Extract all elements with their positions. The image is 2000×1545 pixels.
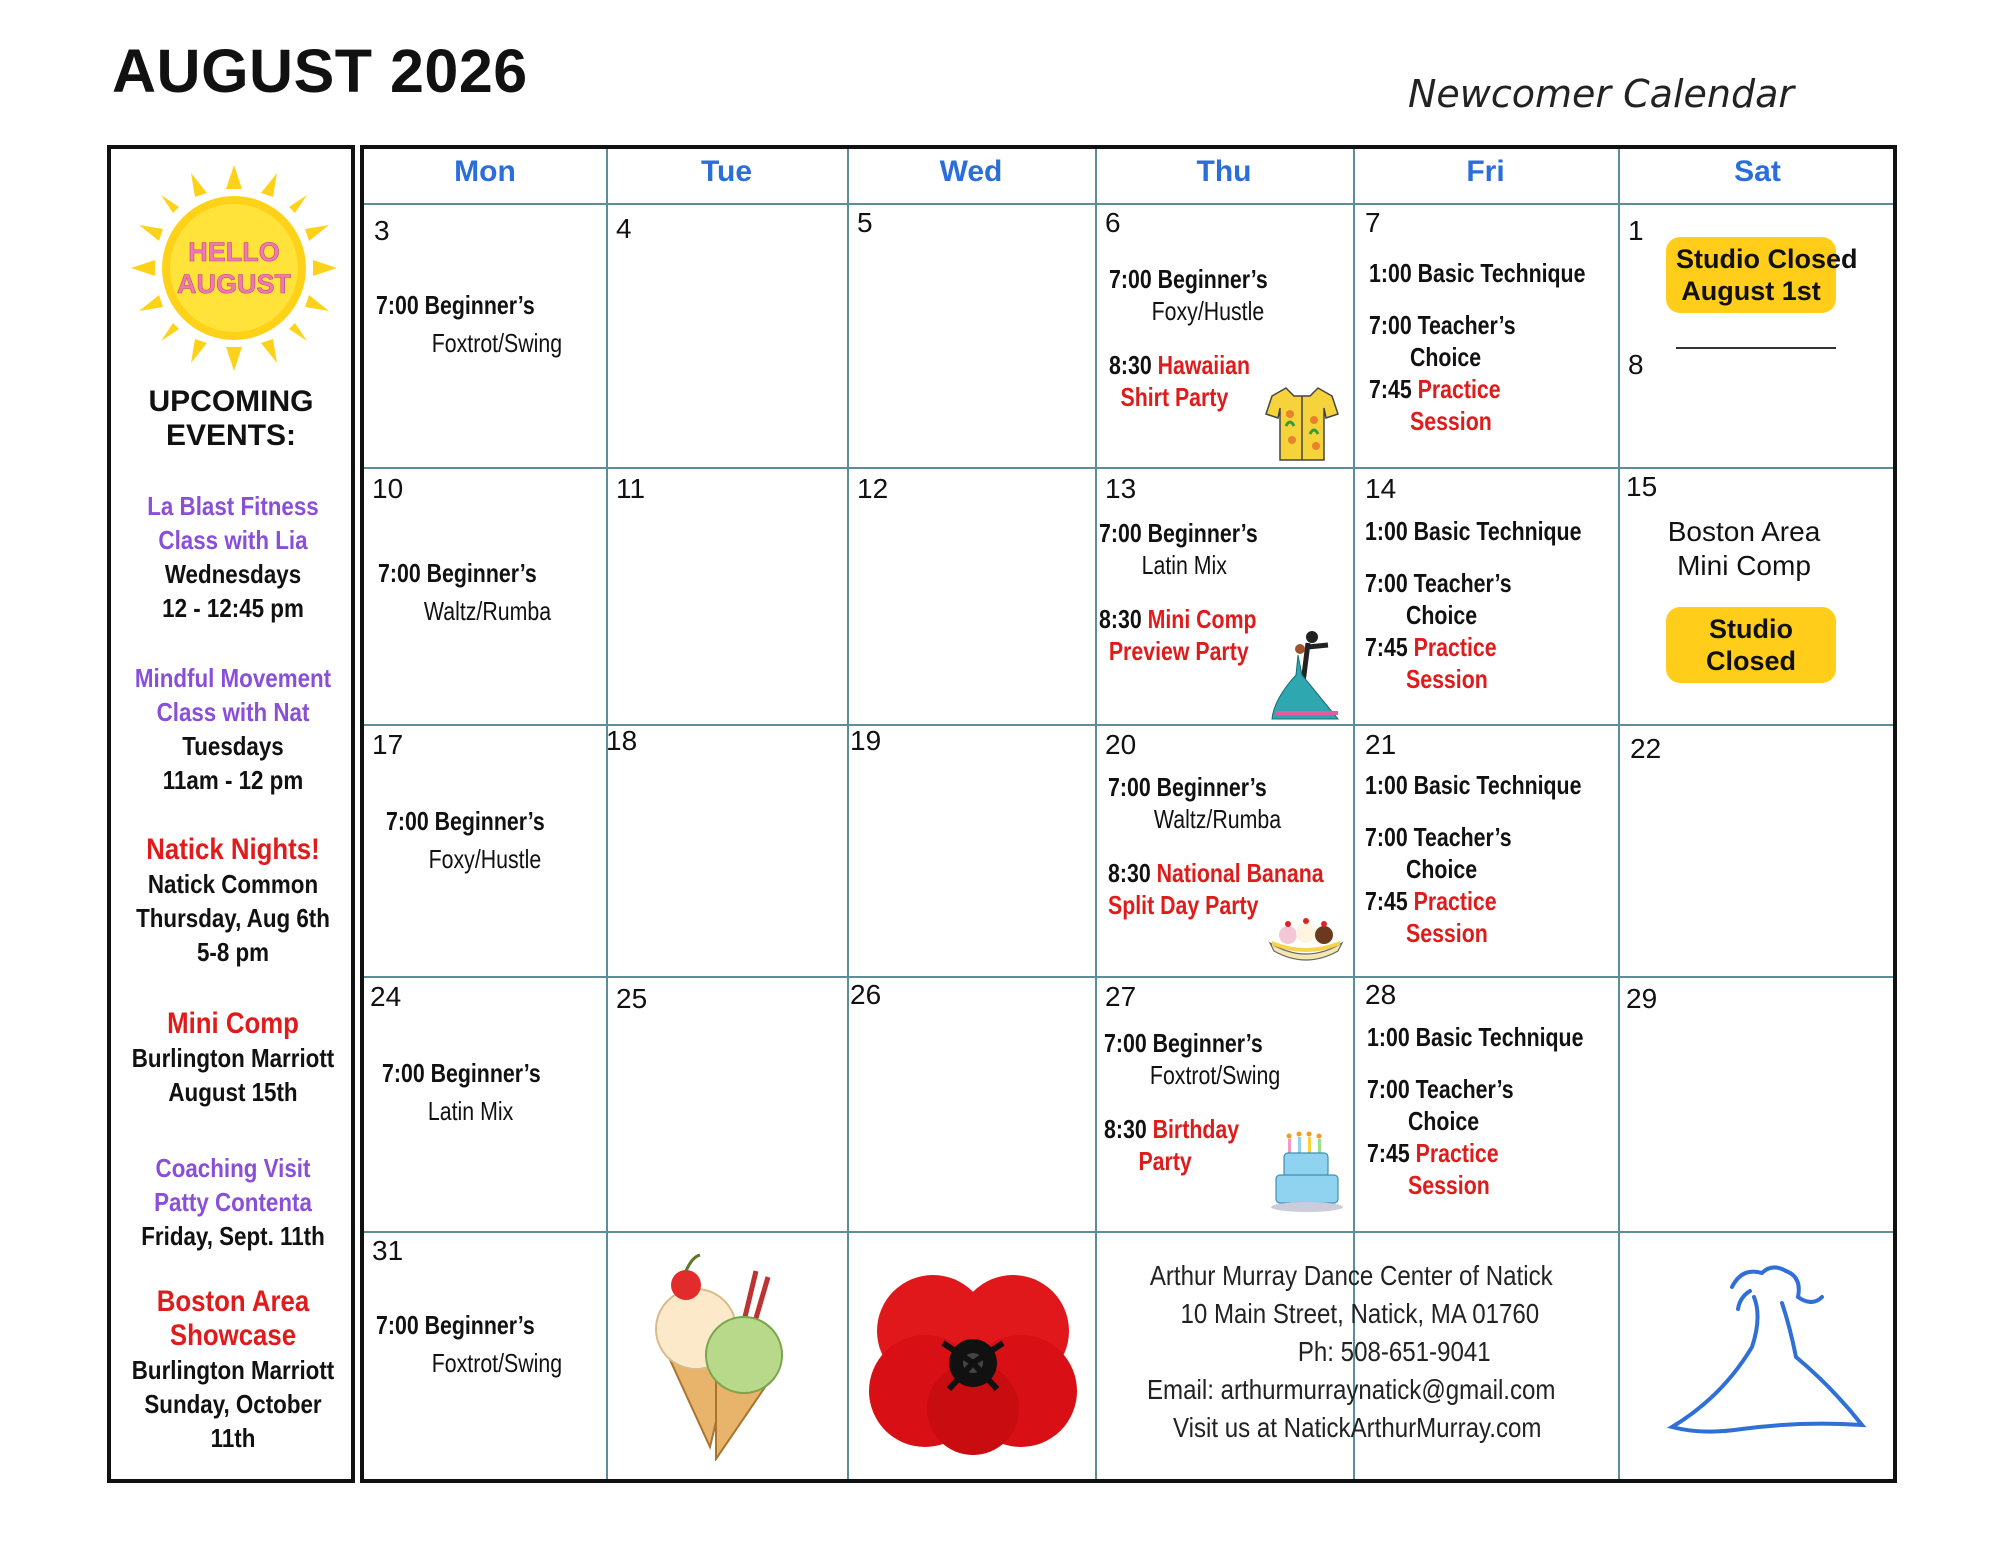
class-entry: 7:00 Beginner’s Foxy/Hustle	[386, 806, 545, 874]
day-header-mon: Mon	[454, 155, 516, 188]
class-entry: 7:00 Beginner’s Foxtrot/Swing	[376, 1310, 563, 1378]
date-number: 31	[372, 1235, 404, 1266]
upcoming-events-sidebar	[107, 145, 355, 1483]
date-number: 27	[1105, 981, 1137, 1012]
class-entry: 7:00 Beginner’s Waltz/Rumba 8:30 National Banana Split Day Party	[1108, 772, 1324, 920]
day-header-sat: Sat	[1734, 155, 1781, 188]
date-number: 6	[1105, 207, 1121, 238]
studio-contact-info: Arthur Murray Dance Center of Natick 10 Main Street, Natick, MA 01760 Ph: 508-651-9041 Email: arthurmurraynatick@gmail.com Visit us at NatickArthurMurray.com	[1147, 1260, 1556, 1443]
poppy-flower-icon	[867, 1259, 1079, 1459]
hawaiian-shirt-icon	[1264, 384, 1340, 464]
date-number: 28	[1365, 979, 1397, 1010]
divider	[1676, 347, 1836, 349]
fri-schedule: 1:00 Basic Technique 7:00 Teacher’s Choice 7:45 Practice Session	[1369, 258, 1586, 436]
date-number: 5	[857, 207, 873, 238]
date-number: 3	[374, 215, 390, 246]
date-number: 8	[1628, 349, 1644, 380]
day-header-wed: Wed	[939, 155, 1003, 188]
date-number: 24	[370, 981, 402, 1012]
svg-text:AUGUST: AUGUST	[177, 269, 291, 299]
dancing-couple-icon	[1268, 627, 1348, 722]
date-number: 25	[616, 983, 648, 1014]
birthday-cake-icon	[1270, 1129, 1346, 1213]
date-number: 26	[850, 979, 882, 1010]
event-mini-comp: Mini Comp Burlington Marriott August 15th	[131, 1007, 335, 1107]
sat-event: Boston Area Mini Comp	[1667, 516, 1821, 581]
event-coaching-visit: Coaching Visit Patty Contenta Friday, Sept. 11th	[141, 1153, 325, 1251]
date-number: 7	[1365, 207, 1381, 238]
day-header-fri: Fri	[1466, 155, 1505, 188]
date-number: 17	[372, 729, 404, 760]
day-header-tue: Tue	[700, 155, 753, 188]
date-number: 14	[1365, 473, 1397, 504]
sun-icon	[129, 163, 339, 373]
date-number: 15	[1626, 471, 1658, 502]
event-natick-nights: Natick Nights! Natick Common Thursday, Aug 6th 5-8 pm	[136, 833, 330, 967]
fri-schedule: 1:00 Basic Technique 7:00 Teacher’s Choice 7:45 Practice Session	[1365, 770, 1582, 948]
date-number: 13	[1105, 473, 1137, 504]
studio-closed-badge: Studio Closed August 1st	[1666, 237, 1836, 313]
date-number: 22	[1630, 733, 1662, 764]
date-number: 10	[372, 473, 404, 504]
class-entry: 7:00 Beginner’s Latin Mix 8:30 Mini Comp Preview Party	[1099, 518, 1258, 666]
date-number: 11	[616, 473, 646, 504]
class-entry: 7:00 Beginner’s Foxy/Hustle 8:30 Hawaiian Shirt Party	[1109, 264, 1268, 412]
event-mindful-movement: Mindful Movement Class with Nat Tuesdays 11am - 12 pm	[134, 663, 332, 795]
event-boston-showcase: Boston Area Showcase Burlington Marriott Sunday, October 11th	[131, 1285, 335, 1453]
ice-cream-icon	[626, 1251, 826, 1461]
class-entry: 7:00 Beginner’s Waltz/Rumba	[378, 558, 552, 626]
fri-schedule: 1:00 Basic Technique 7:00 Teacher’s Choice 7:45 Practice Session	[1365, 516, 1582, 694]
date-number: 21	[1365, 729, 1397, 760]
class-entry: 7:00 Beginner’s Latin Mix	[382, 1058, 541, 1126]
class-entry: 7:00 Beginner’s Foxtrot/Swing 8:30 Birthday Party	[1104, 1028, 1281, 1176]
date-number: 18	[606, 725, 638, 756]
page-title: AUGUST 2026	[112, 37, 528, 105]
fri-schedule: 1:00 Basic Technique 7:00 Teacher’s Choice 7:45 Practice Session	[1367, 1022, 1584, 1200]
date-number: 1	[1628, 215, 1644, 246]
date-number: 4	[616, 213, 632, 244]
studio-closed-badge: Studio Closed	[1666, 607, 1836, 683]
calendar-grid	[360, 145, 1897, 1483]
date-number: 20	[1105, 729, 1137, 760]
date-number: 29	[1626, 983, 1658, 1014]
day-header-thu: Thu	[1196, 155, 1252, 188]
date-number: 19	[850, 725, 882, 756]
page-subtitle: Newcomer Calendar	[1408, 72, 1794, 116]
date-number: 12	[857, 473, 889, 504]
upcoming-events-heading: UPCOMING EVENTS:	[148, 385, 314, 452]
svg-text:HELLO: HELLO	[188, 237, 280, 267]
event-la-blast: La Blast Fitness Class with Lia Wednesdays 12 - 12:45 pm	[147, 491, 319, 623]
dancer-logo-icon	[1662, 1257, 1882, 1447]
class-entry: 7:00 Beginner’s Foxtrot/Swing	[376, 290, 563, 358]
banana-split-icon	[1266, 915, 1346, 965]
